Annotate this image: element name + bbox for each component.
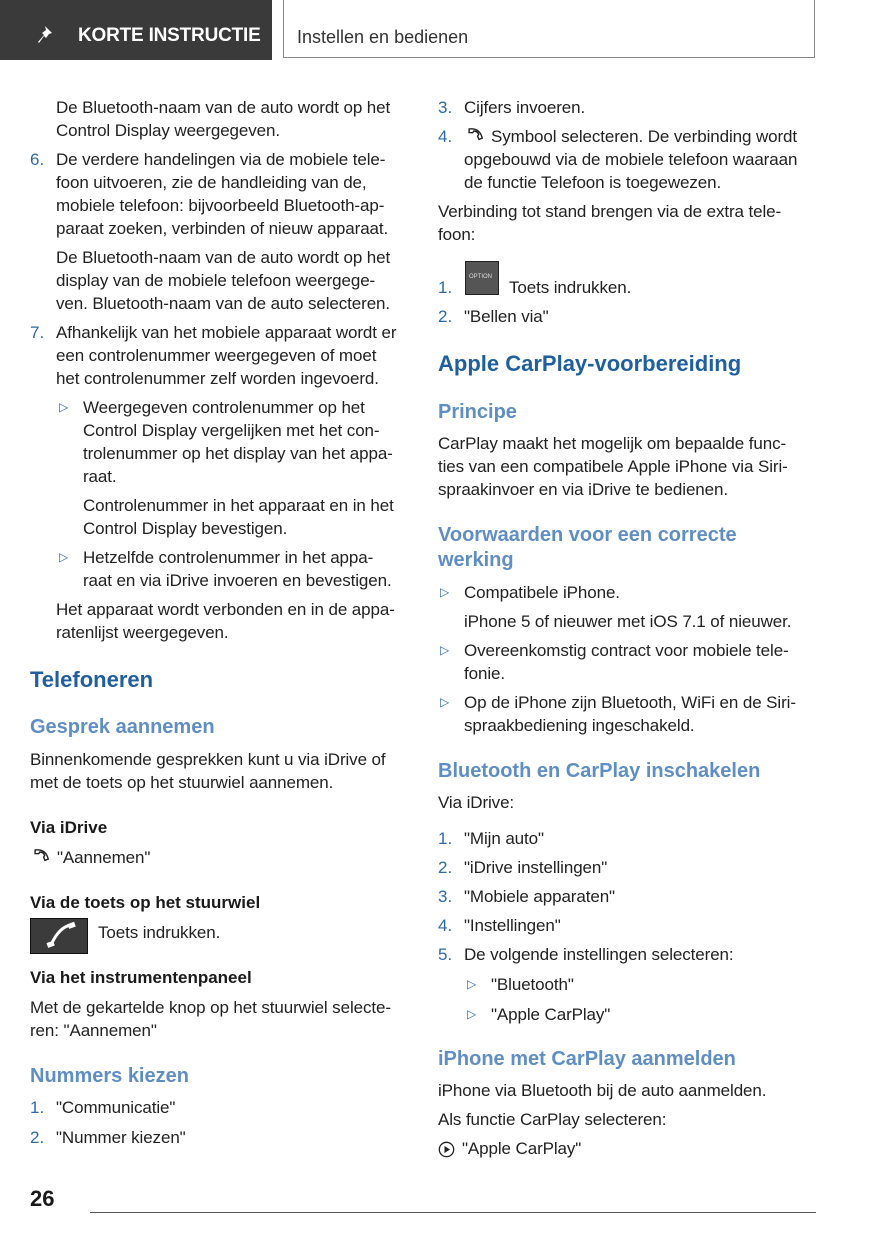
chapter-title: Instellen en bedienen [297,27,469,47]
list-item: "Nummer kiezen" [56,1128,186,1147]
section-tab [0,0,272,60]
play-circle-icon [438,1141,455,1158]
heading-gesprek-aannemen: Gesprek aannemen [30,716,215,738]
list-number: 1. [438,278,453,297]
paragraph: Controlenummer in het apparaat en in het Control Display bevestigen. [83,496,394,538]
list-item: "Bellen via" [464,307,549,326]
paragraph: De Bluetooth-naam van de auto wordt op het Control Display weergegeven. [56,98,391,140]
bullet-item: Hetzelfde controlenummer in het appa- raat en via iDrive invoeren en bevestigen. [83,548,392,590]
paragraph: De Bluetooth-naam van de auto wordt op het display van de mobiele telefoon weergege- ven. Bluetooth-naam van de auto selecteren. [56,248,391,313]
list-item: "Mijn auto" [464,829,544,848]
list-number: 1. [30,1098,45,1117]
pin-icon [36,24,58,46]
paragraph: Als functie CarPlay selecteren: [438,1110,667,1129]
bullet-triangle-icon: ▷ [467,977,477,991]
menu-text: "Aannemen" [57,848,151,867]
list-number: 6. [30,150,45,169]
phone-button-icon [30,918,88,954]
heading-voorwaarden: Voorwaarden voor een correcte werking [438,524,737,571]
list-number: 4. [438,127,453,146]
list-item: De volgende instellingen selecteren: [464,945,734,964]
list-number: 2. [438,307,453,326]
bullet-triangle-icon: ▷ [59,400,69,414]
heading-principe: Principe [438,401,517,423]
list-item: "Mobiele apparaten" [464,887,615,906]
footer-divider [90,1212,816,1213]
list-number: 2. [30,1128,45,1147]
option-button-icon: OPTION [465,261,499,295]
paragraph: Toets indrukken. [98,923,221,942]
bullet-triangle-icon: ▷ [440,585,450,599]
phone-handset-icon [30,848,50,866]
paragraph: Binnenkomende gesprekken kunt u via iDrive of met de toets op het stuurwiel aannemen. [30,750,386,792]
bullet-triangle-icon: ▷ [59,550,69,564]
section-title: KORTE INSTRUCTIE [78,25,261,46]
bullet-item: Overeenkomstig contract voor mobiele tele- fonie. [464,641,789,683]
bullet-item: Op de iPhone zijn Bluetooth, WiFi en de Siri- spraakbediening ingeschakeld. [464,693,796,735]
list-item: Cijfers invoeren. [464,98,586,117]
paragraph: Via iDrive: [438,793,515,812]
list-number: 7. [30,323,45,342]
heading-bluetooth-carplay: Bluetooth en CarPlay inschakelen [438,760,761,782]
heading-telefoneren: Telefoneren [30,667,154,692]
list-number: 3. [438,98,453,117]
bullet-item: Compatibele iPhone. [464,583,620,602]
menu-text: "Apple CarPlay" [462,1139,582,1158]
list-item: Afhankelijk van het mobiele apparaat wordt er een controlenummer weergegeven of moet het controlenummer zelf worden ingevoerd. [56,323,397,388]
list-item: Toets indrukken. [509,278,632,297]
paragraph: Verbinding tot stand brengen via de extra tele- foon: [438,202,782,244]
list-item: "iDrive instellingen" [464,858,608,877]
heading-via-instrumentenpaneel: Via het instrumentenpaneel [30,968,252,987]
paragraph: Met de gekartelde knop op het stuurwiel selecte- ren: "Aannemen" [30,998,391,1040]
heading-apple-carplay: Apple CarPlay-voorbereiding [438,351,742,376]
bullet-item: "Apple CarPlay" [491,1005,611,1024]
paragraph: CarPlay maakt het mogelijk om bepaalde func- ties van een compatibele Apple iPhone via Siri- spraakinvoer en via iDrive te bedienen. [438,434,788,499]
list-number: 4. [438,916,453,935]
paragraph: iPhone via Bluetooth bij de auto aanmelden. [438,1081,767,1100]
bullet-item: Weergegeven controlenummer op het Control Display vergelijken met het con- trolenummer op het display van het appa- raat. [83,398,393,486]
list-item: "Communicatie" [56,1098,176,1117]
heading-iphone-carplay: iPhone met CarPlay aanmelden [438,1048,736,1070]
heading-via-toets: Via de toets op het stuurwiel [30,893,261,912]
paragraph: iPhone 5 of nieuwer met iOS 7.1 of nieuwer. [464,612,792,631]
heading-nummers-kiezen: Nummers kiezen [30,1065,189,1087]
list-item: De verdere handelingen via de mobiele tele- foon uitvoeren, zie de handleiding van de, mobiele telefoon: bijvoorbeeld Bluetooth-ap- paraat zoeken, verbinden of nieuw apparaat. [56,150,389,238]
bullet-triangle-icon: ▷ [440,695,450,709]
list-number: 1. [438,829,453,848]
bullet-triangle-icon: ▷ [467,1007,477,1021]
heading-via-idrive: Via iDrive [30,818,108,837]
list-item: "Instellingen" [464,916,561,935]
chapter-tab [283,0,815,58]
paragraph: Het apparaat wordt verbonden en in de appa- ratenlijst weergegeven. [56,600,395,642]
list-item: Symbool selecteren. De verbinding wordt opgebouwd via de mobiele telefoon waaraan de functie Telefoon is toegewezen. [464,127,798,192]
page-number: 26 [30,1186,55,1211]
bullet-triangle-icon: ▷ [440,643,450,657]
list-number: 2. [438,858,453,877]
list-number: 5. [438,945,453,964]
list-number: 3. [438,887,453,906]
bullet-item: "Bluetooth" [491,975,574,994]
